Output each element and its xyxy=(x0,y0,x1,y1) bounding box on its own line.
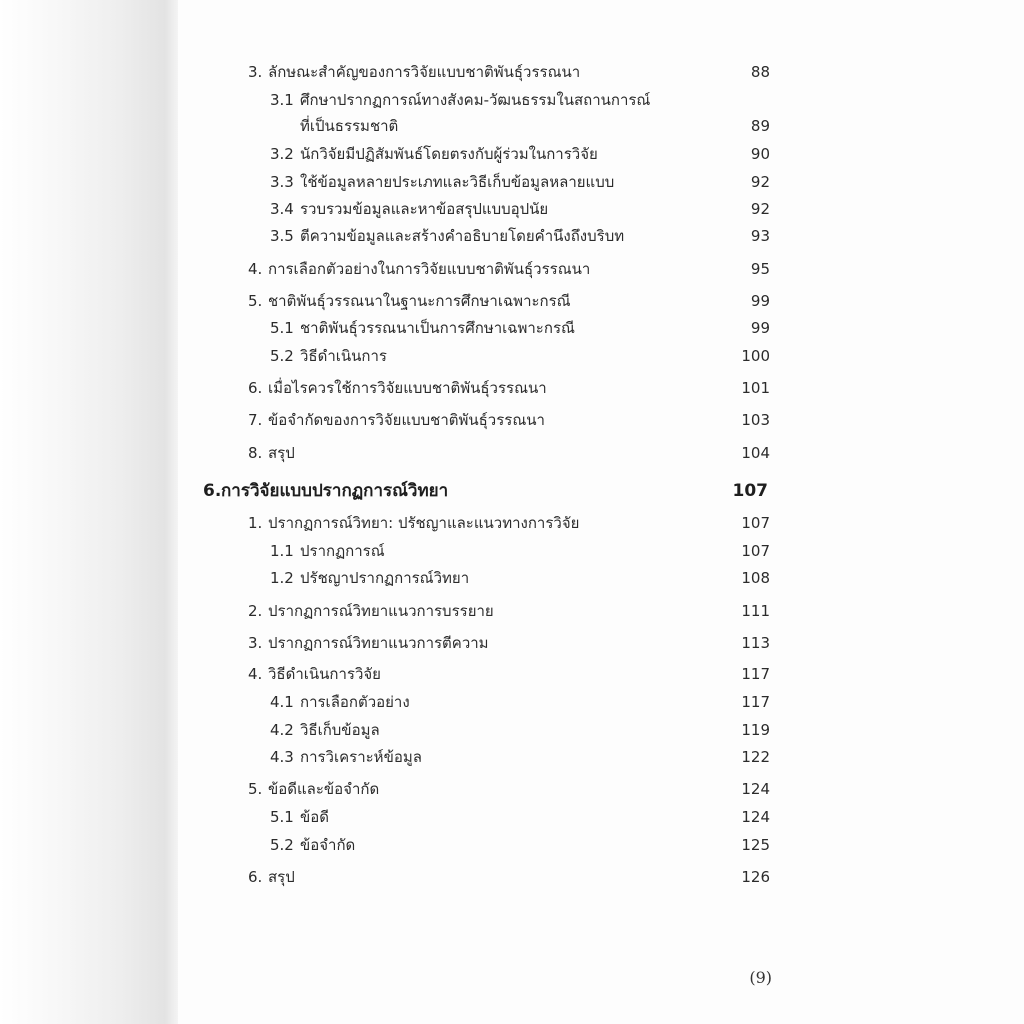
entry-title: ลักษณะสำคัญของการวิจัยแบบชาติพันธุ์วรรณนา xyxy=(268,63,581,81)
chapter-page: 107 xyxy=(732,481,768,501)
toc-entry xyxy=(0,86,1024,114)
entry-number: 6. xyxy=(248,379,263,397)
toc-entry xyxy=(0,255,1024,283)
entry-number: 3.1 xyxy=(270,91,294,109)
chapter-title: การวิจัยแบบปรากฏการณ์วิทยา xyxy=(221,481,449,501)
entry-page: 88 xyxy=(750,63,770,81)
entry-title: ตีความข้อมูลและสร้างคำอธิบายโดยคำนึงถึงบริบท xyxy=(300,227,625,245)
entry-page: 125 xyxy=(741,836,770,854)
entry-page: 117 xyxy=(741,665,770,683)
toc-entry-continuation xyxy=(0,112,1024,140)
entry-title: ชาติพันธุ์วรรณนาในฐานะการศึกษาเฉพาะกรณี xyxy=(268,292,571,310)
entry-page: 92 xyxy=(750,173,770,191)
entry-title: การวิเคราะห์ข้อมูล xyxy=(300,748,422,766)
entry-number: 4.1 xyxy=(270,693,294,711)
entry-title: ปรากฏการณ์วิทยา: ปรัชญาและแนวทางการวิจัย xyxy=(268,514,580,532)
entry-number: 2. xyxy=(248,602,263,620)
toc-entry xyxy=(0,374,1024,402)
entry-number: 7. xyxy=(248,411,263,429)
entry-number: 3. xyxy=(248,63,263,81)
entry-page: 113 xyxy=(741,634,770,652)
toc-entry xyxy=(0,509,1024,537)
toc-entry xyxy=(0,342,1024,370)
entry-number: 5.2 xyxy=(270,347,294,365)
entry-title: ข้อดี xyxy=(300,808,330,826)
entry-title: การเลือกตัวอย่าง xyxy=(300,693,410,711)
entry-page: 122 xyxy=(741,748,770,766)
entry-title: นักวิจัยมีปฏิสัมพันธ์โดยตรงกับผู้ร่วมในการวิจัย xyxy=(300,145,598,163)
entry-number: 3. xyxy=(248,634,263,652)
entry-title: ข้อจำกัด xyxy=(300,836,356,854)
toc-entry xyxy=(0,597,1024,625)
entry-title: ปรากฏการณ์วิทยาแนวการบรรยาย xyxy=(268,602,494,620)
entry-number: 4.3 xyxy=(270,748,294,766)
entry-number: 1. xyxy=(248,514,263,532)
entry-title: วิธีดำเนินการวิจัย xyxy=(268,665,381,683)
entry-page: 108 xyxy=(741,569,770,587)
entry-page: 119 xyxy=(741,721,770,739)
toc-entry xyxy=(0,406,1024,434)
entry-number: 3.3 xyxy=(270,173,294,191)
toc-entry xyxy=(0,688,1024,716)
entry-page: 124 xyxy=(741,780,770,798)
entry-page: 126 xyxy=(741,868,770,886)
entry-number: 4. xyxy=(248,260,263,278)
toc-entry xyxy=(0,716,1024,744)
toc-entry xyxy=(0,660,1024,688)
toc-entry xyxy=(0,195,1024,223)
toc-entry xyxy=(0,629,1024,657)
entry-page: 124 xyxy=(741,808,770,826)
entry-page: 117 xyxy=(741,693,770,711)
toc-entry xyxy=(0,439,1024,467)
entry-title: รวบรวมข้อมูลและหาข้อสรุปแบบอุปนัย xyxy=(300,200,549,218)
entry-number: 3.5 xyxy=(270,227,294,245)
page-number-footer: (9) xyxy=(749,968,772,987)
entry-number: 5.2 xyxy=(270,836,294,854)
entry-page: 107 xyxy=(741,542,770,560)
entry-number: 5. xyxy=(248,292,263,310)
entry-page: 90 xyxy=(750,145,770,163)
entry-title: วิธีดำเนินการ xyxy=(300,347,387,365)
entry-title: ศึกษาปรากฏการณ์ทางสังคม-วัฒนธรรมในสถานการณ์ xyxy=(300,91,651,109)
entry-page: 93 xyxy=(750,227,770,245)
toc-entry xyxy=(0,775,1024,803)
entry-title: การเลือกตัวอย่างในการวิจัยแบบชาติพันธุ์วรรณนา xyxy=(268,260,591,278)
entry-page: 99 xyxy=(750,319,770,337)
toc-entry xyxy=(0,287,1024,315)
entry-number: 4.2 xyxy=(270,721,294,739)
entry-title: ชาติพันธุ์วรรณนาเป็นการศึกษาเฉพาะกรณี xyxy=(300,319,575,337)
entry-title: ใช้ข้อมูลหลายประเภทและวิธีเก็บข้อมูลหลายแบบ xyxy=(300,173,615,191)
toc-entry xyxy=(0,831,1024,859)
entry-number: 3.4 xyxy=(270,200,294,218)
entry-title: สรุป xyxy=(268,444,295,462)
toc-entry xyxy=(0,140,1024,168)
chapter-heading xyxy=(0,477,1024,505)
toc-entry xyxy=(0,314,1024,342)
entry-title: เมื่อไรควรใช้การวิจัยแบบชาติพันธุ์วรรณนา xyxy=(268,379,547,397)
entry-page: 99 xyxy=(750,292,770,310)
entry-page: 101 xyxy=(741,379,770,397)
entry-title: สรุป xyxy=(268,868,295,886)
entry-title: ที่เป็นธรรมชาติ xyxy=(300,117,399,135)
entry-number: 6. xyxy=(248,868,263,886)
entry-number: 4. xyxy=(248,665,263,683)
entry-title: ปรัชญาปรากฏการณ์วิทยา xyxy=(300,569,470,587)
toc-entry xyxy=(0,743,1024,771)
toc-entry xyxy=(0,564,1024,592)
toc-entry xyxy=(0,168,1024,196)
entry-page: 92 xyxy=(750,200,770,218)
toc-entry xyxy=(0,803,1024,831)
entry-page: 104 xyxy=(741,444,770,462)
entry-number: 5.1 xyxy=(270,808,294,826)
entry-title: ข้อดีและข้อจำกัด xyxy=(268,780,380,798)
entry-title: ปรากฏการณ์ xyxy=(300,542,385,560)
entry-number: 1.1 xyxy=(270,542,294,560)
entry-number: 8. xyxy=(248,444,263,462)
entry-page: 100 xyxy=(741,347,770,365)
toc-entry xyxy=(0,863,1024,891)
toc-entry xyxy=(0,222,1024,250)
entry-page: 95 xyxy=(750,260,770,278)
chapter-number: 6. xyxy=(203,481,222,501)
toc-entry xyxy=(0,537,1024,565)
entry-page: 103 xyxy=(741,411,770,429)
entry-title: วิธีเก็บข้อมูล xyxy=(300,721,380,739)
entry-number: 5. xyxy=(248,780,263,798)
entry-page: 111 xyxy=(741,602,770,620)
entry-title: ข้อจำกัดของการวิจัยแบบชาติพันธุ์วรรณนา xyxy=(268,411,545,429)
entry-number: 3.2 xyxy=(270,145,294,163)
entry-page: 107 xyxy=(741,514,770,532)
entry-page: 89 xyxy=(750,117,770,135)
entry-number: 1.2 xyxy=(270,569,294,587)
entry-title: ปรากฏการณ์วิทยาแนวการตีความ xyxy=(268,634,489,652)
entry-number: 5.1 xyxy=(270,319,294,337)
toc-entry xyxy=(0,58,1024,86)
